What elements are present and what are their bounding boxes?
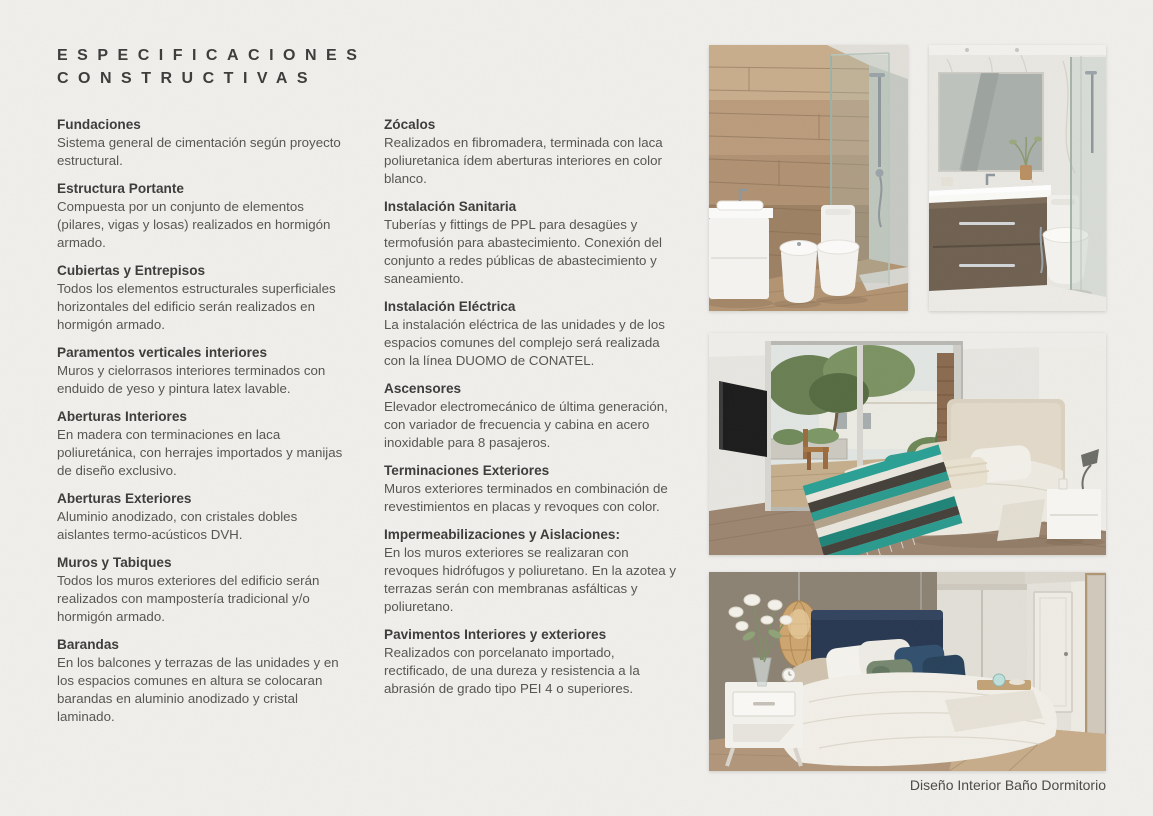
spec-heading: Pavimentos Interiores y exteriores [384, 627, 607, 642]
spec-heading: Muros y Tabiques [57, 555, 172, 570]
spec-section-zocalos [384, 116, 677, 188]
spec-section-barandas [57, 636, 350, 726]
spec-heading: Terminaciones Exteriores [384, 463, 550, 478]
page-title-line1: ESPECIFICACIONES [57, 47, 367, 64]
wall-tv [719, 381, 767, 457]
vanity [709, 190, 773, 299]
spec-body: Aluminio anodizado, con cristales dobles aislantes termo-acústicos DVH. [57, 509, 298, 542]
photo-bathroom-wood [709, 45, 908, 311]
shower-glass [1071, 56, 1106, 297]
bidet [780, 241, 818, 304]
spec-heading: Paramentos verticales interiores [57, 345, 268, 360]
spec-section-aberturas-interiores [57, 408, 350, 480]
shower-column [878, 75, 881, 167]
spec-section-instalacion-electrica [384, 298, 677, 370]
bathroom-marble-illustration [929, 45, 1106, 311]
specs-column-left [57, 116, 350, 736]
spec-body: Elevador electromecánico de última generación, con variador de frecuencia y cabina en acero inoxidable para 8 pasajeros. [384, 399, 668, 450]
photo-bedroom-teal [709, 333, 1106, 555]
spec-heading: Instalación Sanitaria [384, 199, 517, 214]
spec-body: Todos los elementos estructurales superficiales horizontales del edificio serán realizados en hormigón armado. [57, 281, 336, 332]
photo-bedroom-navy [709, 572, 1106, 771]
bedroom-navy-illustration [709, 572, 1106, 771]
spec-heading: Cubiertas y Entrepisos [57, 263, 206, 278]
bedroom-teal-illustration [709, 333, 1106, 555]
spec-heading: Aberturas Interiores [57, 409, 187, 424]
spec-section-impermeabilizaciones [384, 526, 677, 616]
spec-heading: Zócalos [384, 117, 436, 132]
spec-body: Todos los muros exteriores del edificio serán realizados con mampostería tradicional y/o hormigón armado. [57, 573, 320, 624]
page-title-line2: CONSTRUCTIVAS [57, 70, 318, 87]
photo-bathroom-marble [929, 45, 1106, 311]
spec-section-muros-tabiques [57, 554, 350, 626]
spec-section-paramentos [57, 344, 350, 398]
spec-body: Muros y cielorrasos interiores terminados con enduido de yeso y pintura latex lavable. [57, 363, 326, 396]
spec-heading: Estructura Portante [57, 181, 184, 196]
spec-section-pavimentos [384, 626, 677, 698]
nightstand [1047, 489, 1101, 539]
specs-column-right [384, 116, 677, 708]
vanity-dark-wood [929, 197, 1047, 294]
alarm-clock [783, 669, 796, 682]
spec-body: Muros exteriores terminados en combinación de revestimientos en placas y revoques con color. [384, 481, 668, 514]
spec-body: En los muros exteriores se realizaran con revoques hidrófugos y poliuretano. En la azotea y terrazas serán con membranas asfálticas y poliuretano. [384, 545, 676, 614]
spec-section-terminaciones-exteriores [384, 462, 677, 516]
spec-section-instalacion-sanitaria [384, 198, 677, 288]
spec-heading: Impermeabilizaciones y Aislaciones: [384, 527, 620, 542]
spec-section-cubiertas [57, 262, 350, 334]
spec-body: Tuberías y fittings de PPL para desagües y termofusión para abastecimiento. Conexión del conjunto a redes públicas de abastecimiento y saneamiento. [384, 217, 662, 286]
spec-section-ascensores [384, 380, 677, 452]
spec-heading: Ascensores [384, 381, 462, 396]
spec-section-aberturas-exteriores [57, 490, 350, 544]
spec-section-fundaciones [57, 116, 350, 170]
spec-heading: Barandas [57, 637, 119, 652]
bathroom-wood-illustration [709, 45, 908, 311]
spec-body: La instalación eléctrica de las unidades y de los espacios comunes del complejo será realizada con la línea DUOMO de CONATEL. [384, 317, 665, 368]
spec-heading: Instalación Eléctrica [384, 299, 516, 314]
spec-body: Realizados con porcelanato importado, rectificado, de una dureza y resistencia a la abrasión de grado tipo PEI 4 o superiores. [384, 645, 640, 696]
toilet [817, 205, 859, 296]
spec-section-estructura-portante [57, 180, 350, 252]
photo-caption: Diseño Interior Baño Dormitorio [909, 777, 1106, 793]
spec-heading: Fundaciones [57, 117, 141, 132]
spec-heading: Aberturas Exteriores [57, 491, 192, 506]
spec-body: Sistema general de cimentación según proyecto estructural. [57, 135, 341, 168]
spec-body: Realizados en fibromadera, terminada con laca poliuretanica ídem aberturas interiores en color blanco. [384, 135, 663, 186]
spec-body: Compuesta por un conjunto de elementos (pilares, vigas y losas) realizados en hormigón armado. [57, 199, 331, 250]
spec-body: En los balcones y terrazas de las unidades y en los espacios comunes en altura se colocaran barandas en aluminio anodizado y cristal laminado. [57, 655, 339, 724]
spec-body: En madera con terminaciones en laca poliuretánica, con herrajes importados y manijas de diseño exclusivo. [57, 427, 343, 478]
page-title [57, 44, 366, 90]
